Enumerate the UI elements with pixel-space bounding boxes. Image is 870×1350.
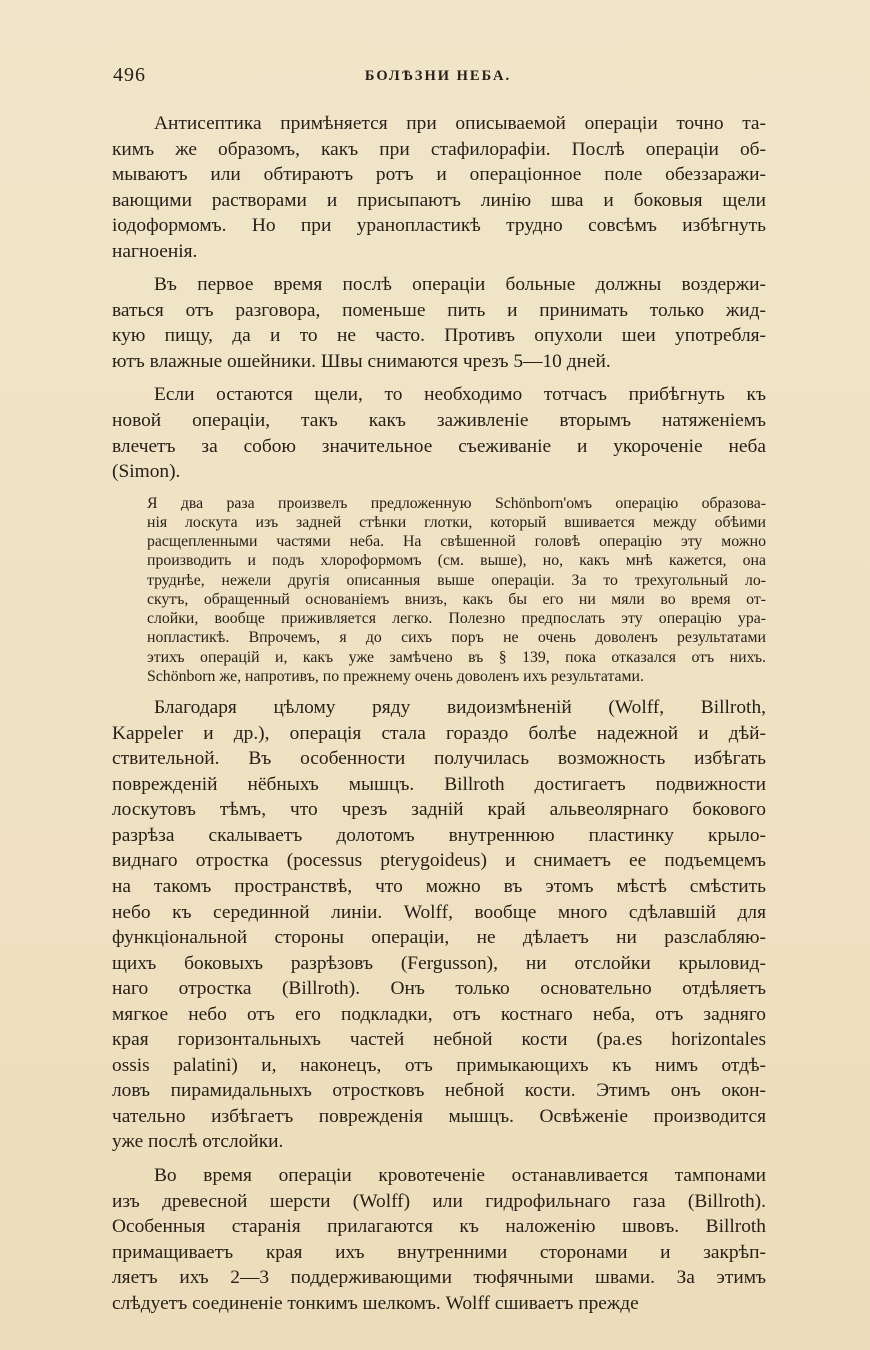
text-line: функціональной стороны операціи, не дѣлаетъ ни разслабляю- — [112, 927, 766, 949]
text-line: новой операціи, такъ какъ заживленіе вторымъ натяженіемъ — [112, 410, 766, 432]
text-line: Schönborn же, напротивъ, по прежнему очень доволенъ ихъ результатами. — [147, 667, 644, 685]
text-line: небо къ серединной линіи. Wolff, вообще много сдѣлавшій для — [112, 901, 766, 923]
text-line: ствительной. Въ особенности получилась возможность избѣгать — [112, 748, 766, 770]
text-line: Если остаются щели, то необходимо тотчасъ прибѣгнуть къ — [154, 384, 766, 406]
text-line: чательно избѣгаетъ поврежденія мышцъ. Освѣженіе производится — [112, 1105, 766, 1127]
text-line: влечетъ за собою значительное съеживаніе и укороченіе неба — [112, 435, 766, 457]
text-line: скутъ, обращенный основаніемъ внизъ, какъ бы его ни мяли во время от- — [147, 590, 766, 608]
paragraph-author-note — [112, 494, 766, 687]
text-line: Благодаря цѣлому ряду видоизмѣненій (Wolff, Billroth, — [154, 697, 766, 719]
text-line: Антисептика примѣняется при описываемой операціи точно та- — [154, 113, 766, 134]
text-line: Во время операціи кровотеченіе останавливается тампонами — [154, 1165, 766, 1186]
text-line: слѣдуетъ соединеніе тонкимъ шелкомъ. Wolff сшиваетъ прежде — [112, 1292, 639, 1314]
text-line: мываютъ или обтираютъ ротъ и операціонное поле обеззаражи- — [112, 164, 766, 186]
text-line: Особенныя старанія прилагаются къ наложенію швовъ. Billroth — [112, 1216, 766, 1238]
paragraph-postoperative-care — [112, 272, 766, 374]
text-line: ляетъ ихъ 2—3 поддерживающими тюфячными швами. За этимъ — [112, 1267, 766, 1289]
text-line: Kappeler и др.), операція стала гораздо болѣе надежной и дѣй- — [112, 722, 766, 744]
text-line: ossis palatini) и, наконецъ, отъ примыкающихъ къ нимъ отдѣ- — [112, 1054, 766, 1076]
text-line: Я два раза произвелъ предложенную Schönborn'омъ операцію образова- — [147, 494, 766, 512]
text-line: Въ первое время послѣ операціи больные должны воздержи- — [154, 274, 766, 296]
text-line: труднѣе, нежели другія описанныя выше операціи. За то трехугольный ло- — [147, 571, 766, 589]
page-header — [113, 64, 763, 88]
text-line: іодоформомъ. Но при уранопластикѣ трудно совсѣмъ избѣгнуть — [112, 215, 766, 237]
text-line: (Simon). — [112, 461, 181, 483]
text-line: нагноенія. — [112, 240, 198, 262]
page-number: 496 — [113, 64, 146, 86]
text-line: производить и подъ хлороформомъ (см. выше), но, какъ мнѣ кажется, она — [147, 552, 766, 570]
paragraph-antiseptics — [112, 111, 766, 264]
text-line: на такомъ пространствѣ, что можно въ этомъ мѣстѣ смѣстить — [112, 875, 766, 897]
text-line: кимъ же образомъ, какъ при стафилорафіи. Послѣ операціи об- — [112, 138, 766, 160]
body-text — [112, 111, 766, 1316]
paragraph-modifications — [112, 695, 766, 1155]
text-line: этихъ операцій и, какъ уже замѣчено въ § 139, пока отказался отъ нихъ. — [147, 648, 766, 666]
text-line: кую пищу, да и то не часто. Противъ опухоли шеи употребля- — [112, 325, 766, 347]
text-line: виднаго отростка (pocessus pterygoideus) и снимаетъ ее подъемцемъ — [112, 850, 766, 872]
text-line: разрѣза скалываетъ долотомъ внутреннюю пластинку крыло- — [112, 824, 766, 846]
text-line: ловъ пирамидальныхъ отростковъ небной кости. Этимъ онъ окон- — [112, 1080, 766, 1102]
paragraph-bleeding-sutures — [112, 1163, 766, 1316]
text-line: нія лоскута изъ задней стѣнки глотки, который вшивается между обѣими — [147, 513, 766, 531]
running-title: БОЛѢЗНИ НЕБА. — [364, 68, 512, 84]
paragraph-repeat-operation — [112, 382, 766, 484]
text-line: наго отростка (Billroth). Онъ только основательно отдѣляетъ — [112, 978, 766, 1000]
text-line: уже послѣ отслойки. — [112, 1131, 284, 1153]
text-line: ваться отъ разговора, поменьше пить и принимать только жид- — [112, 299, 766, 321]
text-line: мягкое небо отъ его подкладки, отъ костнаго неба, отъ задняго — [112, 1003, 766, 1025]
text-line: слойки, вообще приживляется легко. Полезно предпослать эту операцію ура- — [147, 610, 766, 628]
text-line: щихъ боковыхъ разрѣзовъ (Fergusson), ни отслойки крыловид- — [112, 952, 766, 974]
text-line: изъ древесной шерсти (Wolff) или гидрофильнаго газа (Billroth). — [112, 1190, 766, 1212]
text-line: ютъ влажные ошейники. Швы снимаются чрезъ 5—10 дней. — [112, 350, 611, 372]
text-line: нопластикѣ. Впрочемъ, я до сихъ поръ не очень доволенъ результатами — [147, 629, 766, 647]
text-line: края горизонтальныхъ частей небной кости (pa.es horizontales — [112, 1029, 766, 1051]
text-line: лоскутовъ тѣмъ, что чрезъ задній край альвеолярнаго бокового — [112, 799, 766, 821]
text-line: расщепленными частями неба. На свѣшенной головѣ операцію эту можно — [147, 533, 766, 551]
text-line: поврежденій нёбныхъ мышцъ. Billroth достигаетъ подвижности — [112, 773, 766, 795]
text-line: вающими растворами и присыпаютъ линію шва и боковыя щели — [112, 189, 766, 211]
text-line: примащиваетъ края ихъ внутренними сторонами и закрѣп- — [112, 1241, 766, 1263]
